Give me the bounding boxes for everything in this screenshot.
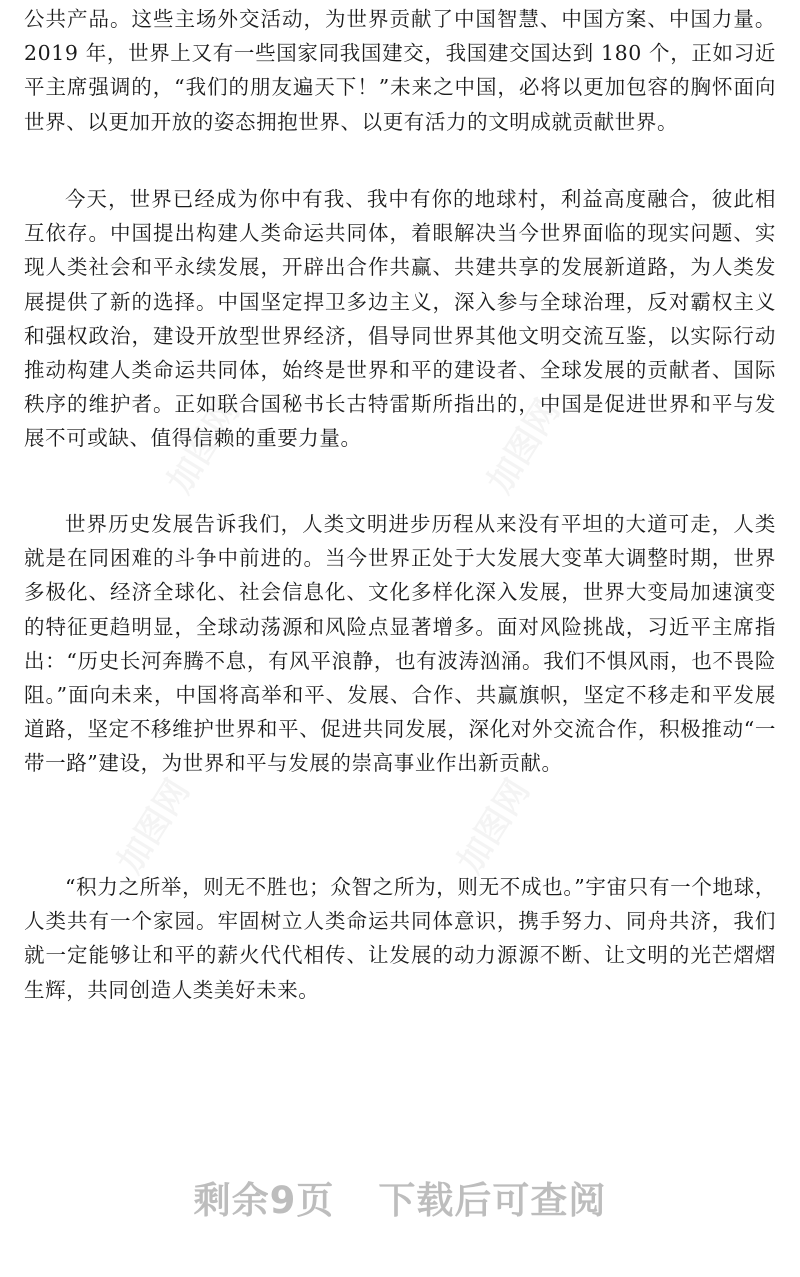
remaining-pages-label: 剩余9页 bbox=[193, 1179, 335, 1222]
paragraph-3: 世界历史发展告诉我们，人类文明进步历程从来没有平坦的大道可走，人类就是在同困难的斗争中前进的。当今世界正处于大发展大变革大调整时期，世界多极化、经济全球化、社会信息化、文化多样化深入发展，世界大变局加速演变的特征更趋明显，全球动荡源和风险点显著增多。面对风险挑战，习近平主席指出：“历史长河奔腾不息，有风平浪静，也有波涛汹涌。我们不惧风雨，也不畏险阻。”面向未来，中国将高举和平、发展、合作、共赢旗帜，坚定不移走和平发展道路，坚定不移维护世界和平、促进共同发展，深化对外交流合作，积极推动“一带一路”建设，为世界和平与发展的崇高事业作出新贡献。 bbox=[24, 512, 776, 776]
paragraph-1: 公共产品。这些主场外交活动，为世界贡献了中国智慧、中国方案、中国力量。2019 年，世界上又有一些国家同我国建交，我国建交国达到 180 个，正如习近平主席强调的，“我们的朋友遍天下！”未来之中国，必将以更加包容的胸怀面向世界、以更加开放的姿态拥抱世界、以更有活力的文明成就贡献世界。 bbox=[24, 7, 776, 134]
watermark: 加图网 bbox=[479, 392, 568, 501]
watermark: 加图网 bbox=[159, 392, 248, 501]
paragraph-4: “积力之所举，则无不胜也；众智之所为，则无不成也。”宇宙只有一个地球，人类共有一个家园。牢固树立人类命运共同体意识，携手努力、同舟共济，我们就一定能够让和平的薪火代代相传、让发展的动力源源不断、让文明的光芒熠熠生辉，共同创造人类美好未来。 bbox=[24, 875, 776, 1002]
watermark: 加图网 bbox=[449, 772, 538, 881]
download-hint-label: 下载后可查阅 bbox=[378, 1179, 607, 1222]
watermark: 加图网 bbox=[109, 772, 198, 881]
paragraph-2: 今天，世界已经成为你中有我、我中有你的地球村，利益高度融合，彼此相互依存。中国提出构建人类命运共同体，着眼解决当今世界面临的现实问题、实现人类社会和平永续发展，开辟出合作共赢、共建共享的发展新道路，为人类发展提供了新的选择。中国坚定捍卫多边主义，深入参与全球治理，反对霸权主义和强权政治，建设开放型世界经济，倡导同世界其他文明交流互鉴，以实际行动推动构建人类命运共同体，始终是世界和平的建设者、全球发展的贡献者、国际秩序的维护者。正如联合国秘书长古特雷斯所指出的，中国是促进世界和平与发展不可或缺、值得信赖的重要力量。 bbox=[24, 187, 776, 451]
download-prompt[interactable] bbox=[0, 1170, 800, 1224]
